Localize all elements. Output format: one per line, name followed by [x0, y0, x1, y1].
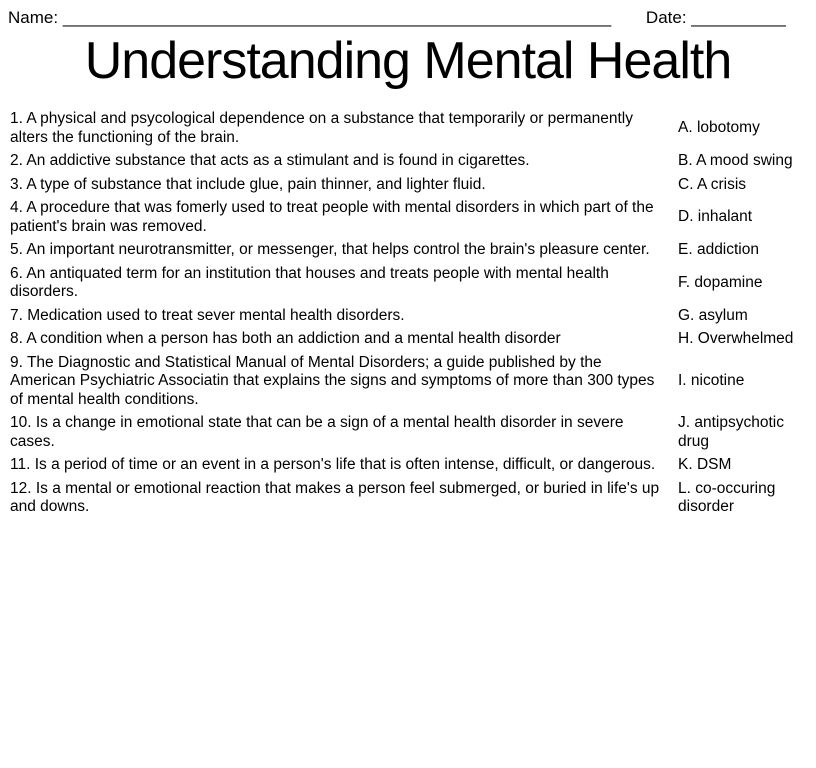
- matching-row: [10, 241, 808, 260]
- matching-list: [10, 110, 808, 517]
- page-title: Understanding Mental Health: [84, 32, 732, 90]
- question-text: 4. A procedure that was fomerly used to treat people with mental disorders in which part of the patient's brain was removed.: [10, 199, 654, 235]
- matching-row: [10, 330, 808, 349]
- matching-row: [10, 152, 808, 171]
- answer-option: I. nicotine: [678, 372, 745, 389]
- answer-option: K. DSM: [678, 456, 732, 473]
- matching-row: [10, 307, 808, 326]
- answer-option: H. Overwhelmed: [678, 330, 794, 347]
- answer-option: B. A mood swing: [678, 152, 793, 169]
- answer-option: E. addiction: [678, 241, 759, 258]
- date-label: Date:: [645, 8, 687, 27]
- matching-row: [10, 414, 808, 451]
- matching-row: [10, 354, 808, 410]
- name-blank-line: __________________________________________________________: [62, 8, 612, 27]
- answer-option: A. lobotomy: [678, 119, 760, 137]
- header: [0, 0, 816, 28]
- question-text: 7. Medication used to treat sever mental health disorders.: [10, 306, 405, 324]
- question-text: 6. An antiquated term for an institution that houses and treats people with mental health disorders.: [10, 264, 609, 300]
- matching-row: [10, 110, 808, 147]
- name-label: Name:: [8, 8, 59, 27]
- question-text: 12. Is a mental or emotional reaction that makes a person feel submerged, or buried in life's up and downs.: [10, 479, 660, 515]
- answer-option: F. dopamine: [678, 273, 763, 291]
- answer-option: G. asylum: [678, 306, 748, 324]
- answer-option: D. inhalant: [678, 208, 753, 226]
- question-text: 9. The Diagnostic and Statistical Manual of Mental Disorders; a guide published by the American Psychiatric Associatin that explains the signs and symptoms of more than 300 types of mental health conditions.: [10, 353, 655, 408]
- date-blank-line: __________: [691, 8, 786, 27]
- question-text: 5. An important neurotransmitter, or messenger, that helps control the brain's pleasure center.: [10, 241, 650, 258]
- question-text: 11. Is a period of time or an event in a person's life that is often intense, difficult, or dangerous.: [10, 456, 656, 473]
- answer-option: C. A crisis: [678, 175, 747, 193]
- question-text: 2. An addictive substance that acts as a stimulant and is found in cigarettes.: [10, 152, 530, 169]
- question-text: 3. A type of substance that include glue, pain thinner, and lighter fluid.: [10, 175, 486, 193]
- answer-option: L. co-occuring disorder: [678, 479, 776, 515]
- matching-row: [10, 265, 808, 302]
- matching-row: [10, 199, 808, 236]
- answer-option: J. antipsychotic drug: [678, 414, 784, 450]
- question-text: 1. A physical and psycological dependence on a substance that temporarily or permanently alters the functioning of the brain.: [10, 110, 633, 146]
- question-text: 8. A condition when a person has both an addiction and a mental health disorder: [10, 330, 561, 347]
- matching-row: [10, 456, 808, 475]
- matching-row: [10, 176, 808, 195]
- matching-row: [10, 480, 808, 517]
- question-text: 10. Is a change in emotional state that can be a sign of a mental health disorder in severe cases.: [10, 414, 624, 450]
